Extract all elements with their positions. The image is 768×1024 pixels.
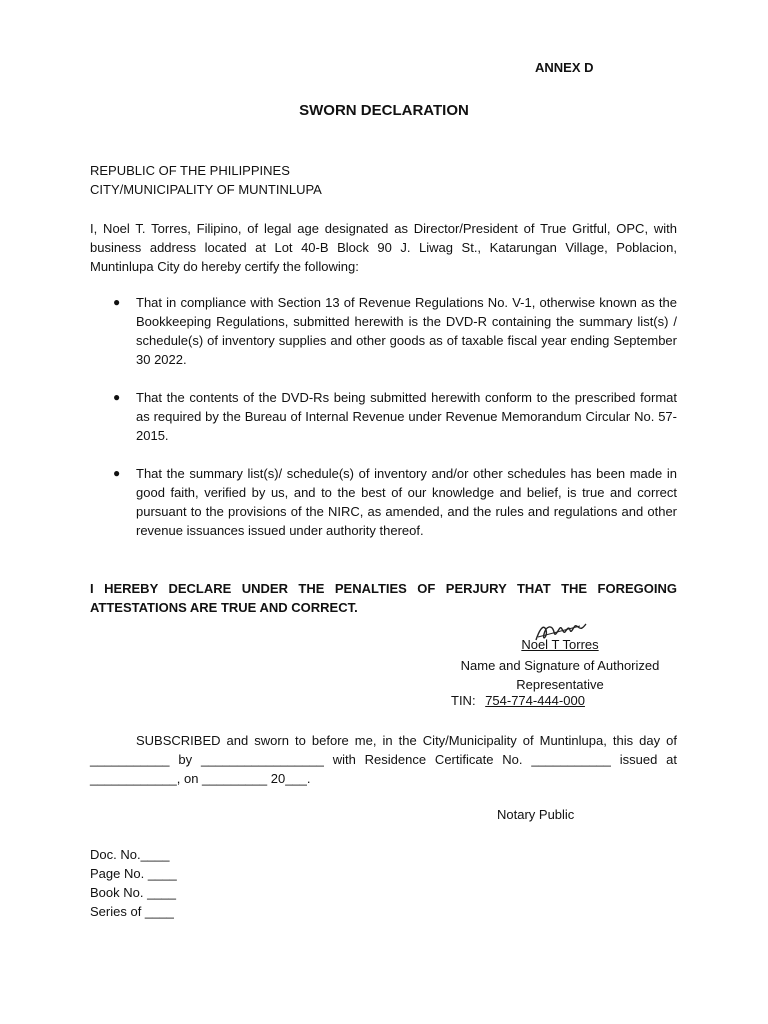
signatory-role-line2: Representative — [516, 677, 604, 692]
signatory-name: Noel T Torres — [521, 637, 599, 652]
certification-text: That the contents of the DVD-Rs being submitted herewith conform to the prescribed format as required by the Bureau of Internal Revenue under Revenue Memorandum Circular No. 57-2015. — [136, 390, 677, 443]
jurat-text: SUBSCRIBED and sworn to before me, in the City/Municipality of Muntinlupa, this day of ___________ by _________________ with Residence Certificate No. ___________ issued at ____________, on _________ 20___. — [90, 733, 677, 786]
certification-item — [110, 464, 677, 540]
tin-line — [451, 693, 585, 708]
jurat-paragraph — [90, 731, 677, 788]
bullet-icon: ● — [113, 466, 121, 480]
certification-item — [110, 293, 677, 369]
notary-label: Notary Public — [497, 807, 575, 822]
book-no: Book No. ____ — [90, 885, 177, 900]
annex-label: ANNEX D — [535, 60, 594, 75]
certification-text: That in compliance with Section 13 of Revenue Regulations No. V-1, otherwise known as the Bookkeeping Regulations, submitted herewith is the DVD-R containing the summary list(s) / schedule(s) of inventory supplies and other goods as of taxable fiscal year ending September 30 2022. — [136, 295, 677, 367]
jurisdiction-country: REPUBLIC OF THE PHILIPPINES — [90, 163, 290, 178]
perjury-declaration: I HEREBY DECLARE UNDER THE PENALTIES OF PERJURY THAT THE FOREGOING ATTESTATIONS ARE TRUE AND CORRECT. — [90, 581, 677, 615]
bullet-icon: ● — [113, 390, 121, 404]
document-title: SWORN DECLARATION — [299, 102, 469, 119]
tin-value: 754-774-444-000 — [485, 693, 585, 708]
series-of: Series of ____ — [90, 904, 174, 919]
certification-list — [110, 293, 677, 559]
tin-label: TIN: — [451, 693, 476, 708]
bullet-icon: ● — [113, 295, 121, 309]
page-no: Page No. ____ — [90, 866, 177, 881]
jurisdiction-city: CITY/MUNICIPALITY OF MUNTINLUPA — [90, 182, 322, 197]
intro-paragraph: I, Noel T. Torres, Filipino, of legal age designated as Director/President of True Gritful, OPC, with business address located at Lot 40-B Block 90 J. Liwag St., Katarungan Village, Poblacion, Muntinlupa City do hereby certify the following: — [90, 221, 677, 274]
doc-no: Doc. No.____ — [90, 847, 170, 862]
signatory-role — [440, 656, 680, 694]
signatory-role-line1: Name and Signature of Authorized — [460, 658, 660, 673]
certification-item — [110, 388, 677, 445]
certification-text: That the summary list(s)/ schedule(s) of inventory and/or other schedules has been made in good faith, verified by us, and to the best of our knowledge and belief, is true and correct pursuant to the provisions of the NIRC, as amended, and the rules and regulations and other revenue issuances issued under authority thereof. — [136, 466, 677, 538]
